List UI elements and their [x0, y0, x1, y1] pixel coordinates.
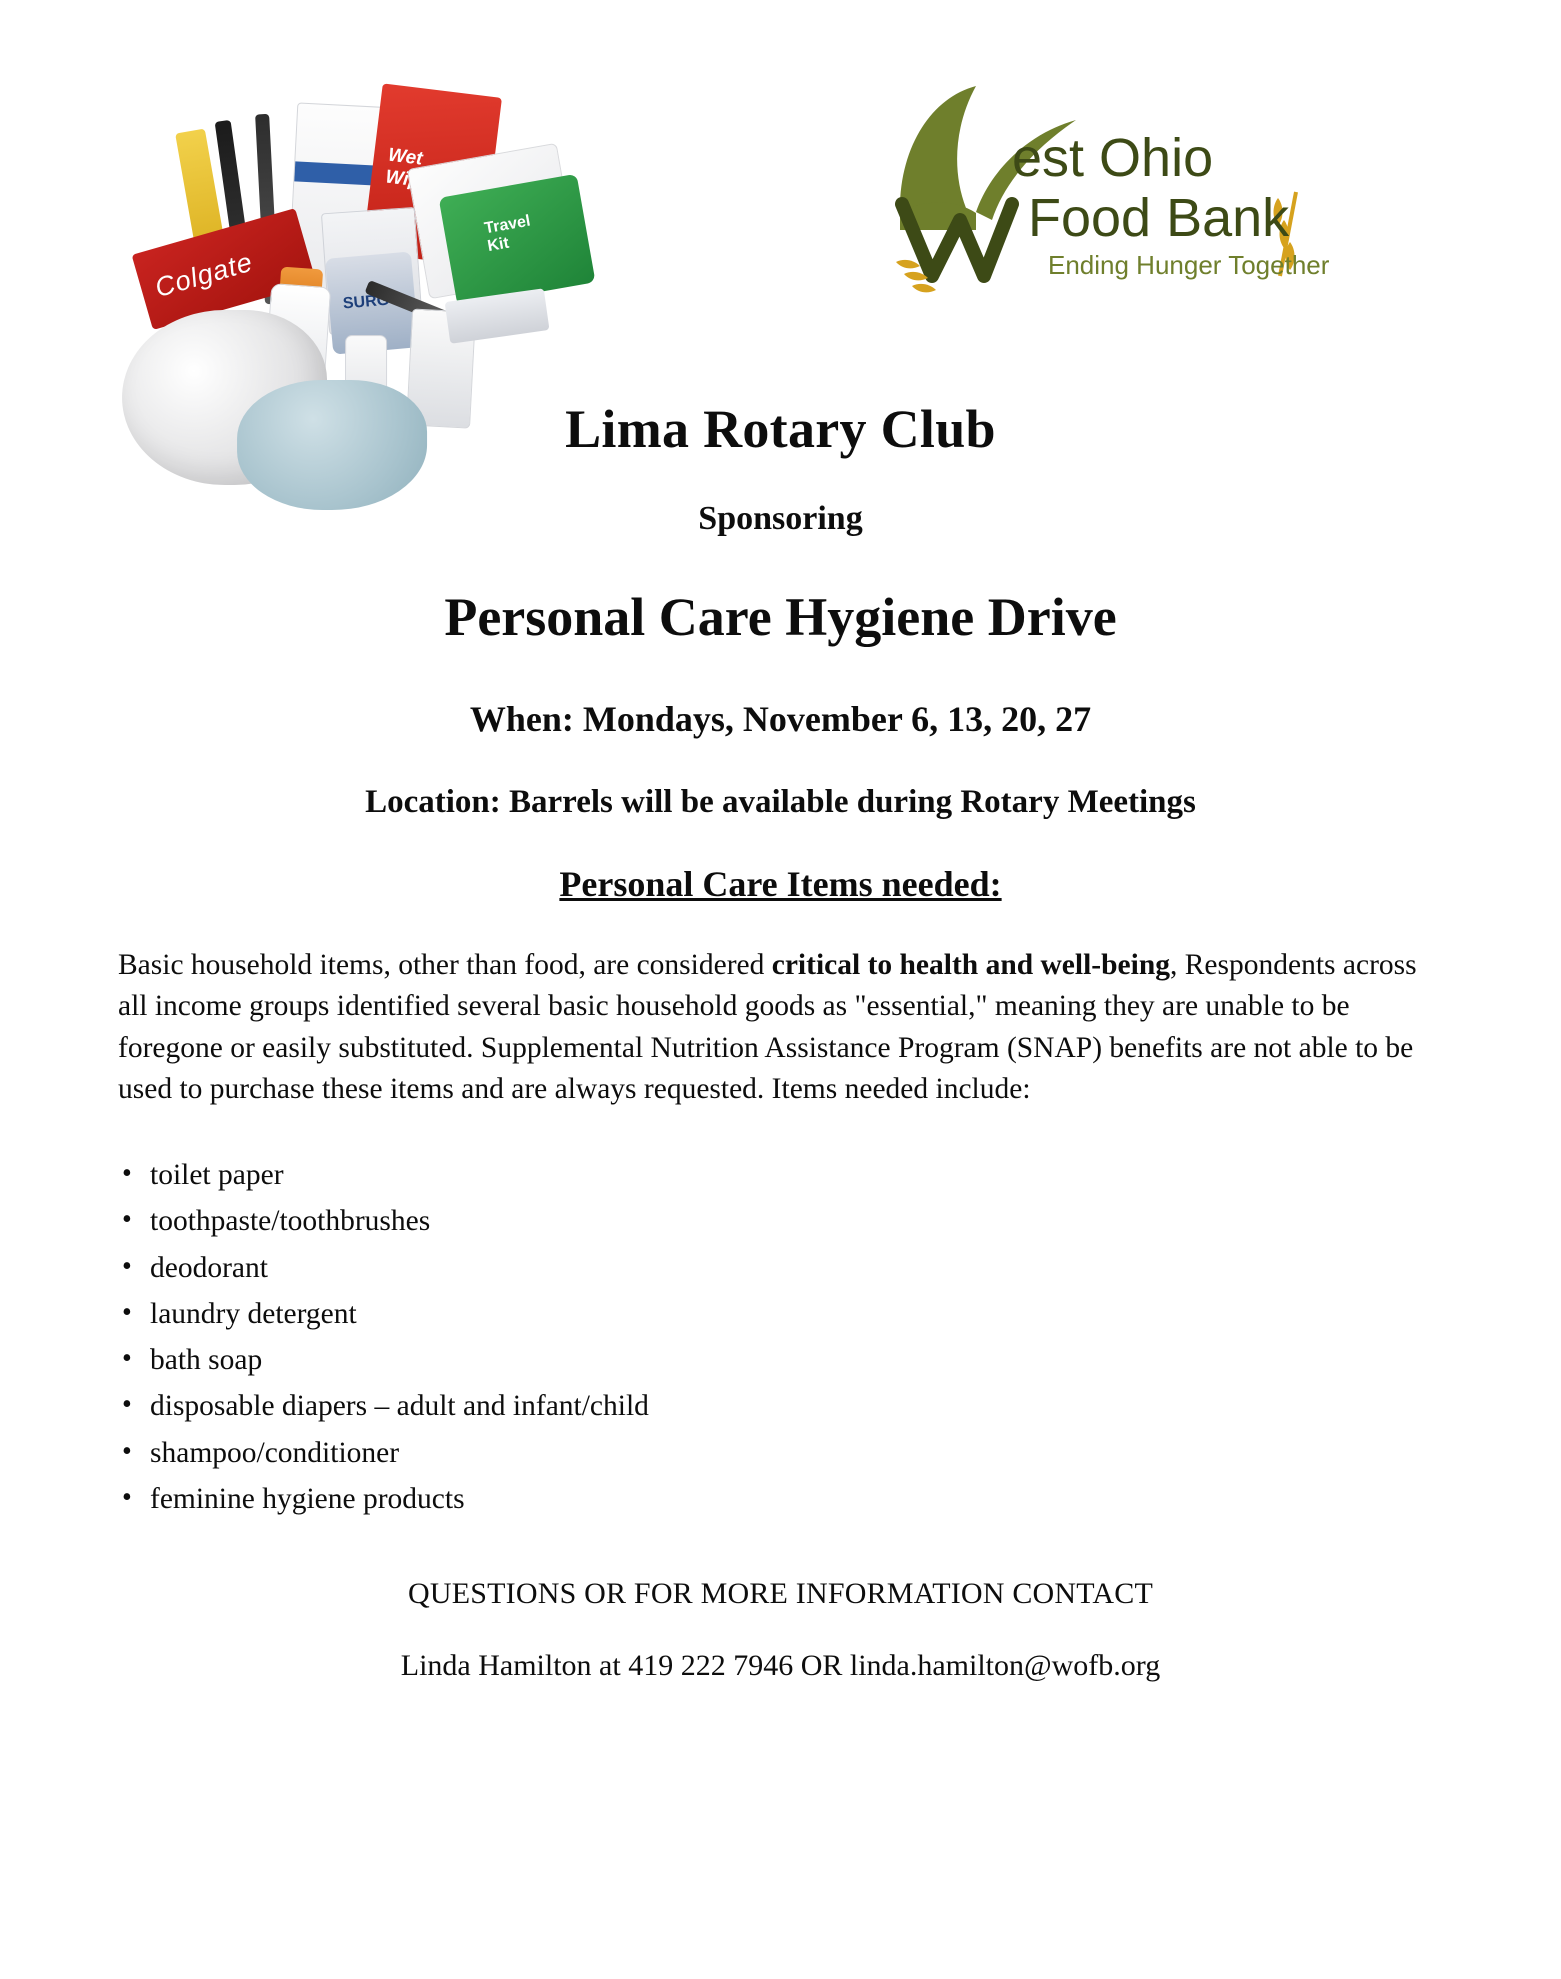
list-item: • toilet paper	[122, 1156, 1561, 1195]
needed-items-list	[0, 1156, 1561, 1519]
page-title: Lima Rotary Club	[565, 399, 996, 459]
questions-heading: QUESTIONS OR FOR MORE INFORMATION CONTACT	[407, 1577, 1154, 1611]
logo-tagline: Ending Hunger Together	[1048, 250, 1330, 280]
list-item: • bath soap	[122, 1341, 1561, 1380]
sponsoring-label: Sponsoring	[698, 500, 863, 537]
when-line: When: Mondays, November 6, 13, 20, 27	[469, 699, 1092, 739]
list-item: • laundry detergent	[122, 1295, 1561, 1334]
paragraph-text-2: , Respondents across all income groups identified several basic household goods as "essential," meaning they are unable to be foregone or easily substituted. Supplemental Nutrition Assistance Program (SNAP) benefits are not able to be used to purchase these items and are always requested. Items needed include:	[118, 949, 1417, 1105]
drive-title: Personal Care Hygiene Drive	[444, 587, 1117, 647]
list-item: • shampoo/conditioner	[122, 1434, 1561, 1473]
location-line: Location: Barrels will be available during Rotary Meetings	[365, 784, 1196, 820]
description-paragraph	[118, 945, 1443, 1110]
paragraph-text-1: Basic household items, other than food, are considered	[118, 949, 772, 981]
logo-line2: Food Bank	[1028, 188, 1290, 248]
contact-line: Linda Hamilton at 419 222 7946 OR linda.hamilton@wofb.org	[400, 1649, 1161, 1683]
list-item: • feminine hygiene products	[122, 1480, 1561, 1519]
paragraph-bold-1: critical to health and well-being	[771, 949, 1170, 981]
list-item: • disposable diapers – adult and infant/child	[122, 1387, 1561, 1426]
logo-line1: est Ohio	[1012, 128, 1214, 188]
items-needed-heading: Personal Care Items needed:	[559, 864, 1002, 904]
list-item: • deodorant	[122, 1249, 1561, 1288]
list-item: • toothpaste/toothbrushes	[122, 1202, 1561, 1241]
